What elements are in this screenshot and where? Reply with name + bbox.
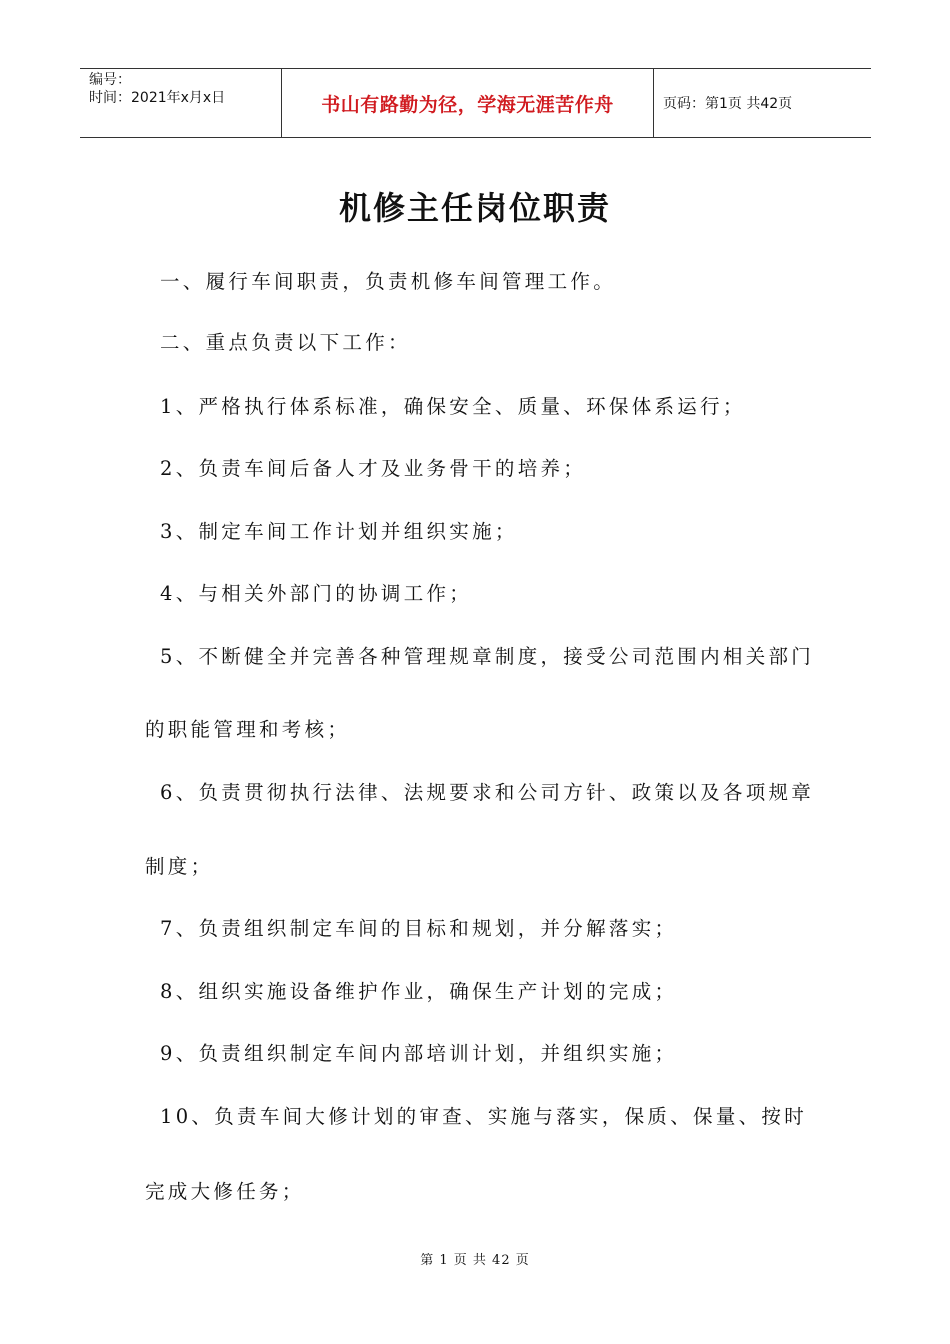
document-time-label: 时间：2021年x月x日 [89,90,226,106]
paragraph-item-5-line-1: 5、不断健全并完善各种管理规章制度，接受公司范围内相关部门 [160,645,815,668]
document-header [80,68,871,138]
header-page-cell [654,69,871,137]
paragraph-item-10-line-1: 10、负责车间大修计划的审查、实施与落实，保质、保量、按时 [160,1105,808,1128]
paragraph-item-5-line-2: 的职能管理和考核； [145,718,351,741]
paragraph-item-4: 4、与相关外部门的协调工作； [160,582,473,605]
paragraph-item-6-line-1: 6、负责贯彻执行法律、法规要求和公司方针、政策以及各项规章 [160,781,815,804]
header-page-info: 页码：第1页 共42页 [663,96,793,112]
paragraph-item-9: 9、负责组织制定车间内部培训计划，并组织实施； [160,1042,678,1065]
paragraph-1: 一、履行车间职责，负责机修车间管理工作。 [160,270,617,293]
paragraph-item-7: 7、负责组织制定车间的目标和规划，并分解落实； [160,917,678,940]
document-number-label: 编号： [89,72,131,88]
header-motto: 书山有路勤为径，学海无涯苦作舟 [321,93,614,116]
document-title: 机修主任岗位职责 [338,189,611,227]
header-motto-cell [282,69,654,137]
paragraph-item-3: 3、制定车间工作计划并组织实施； [160,520,518,543]
paragraph-item-6-line-2: 制度； [145,855,214,878]
page-footer: 第 1 页 共 42 页 [420,1253,530,1268]
paragraph-item-8: 8、组织实施设备维护作业，确保生产计划的完成； [160,980,678,1003]
paragraph-item-2: 2、负责车间后备人才及业务骨干的培养； [160,457,587,480]
paragraph-item-10-line-2: 完成大修任务； [145,1180,305,1203]
header-meta [80,69,282,137]
paragraph-item-1: 1、严格执行体系标准，确保安全、质量、环保体系运行； [160,395,746,418]
paragraph-2: 二、重点负责以下工作： [160,331,411,354]
